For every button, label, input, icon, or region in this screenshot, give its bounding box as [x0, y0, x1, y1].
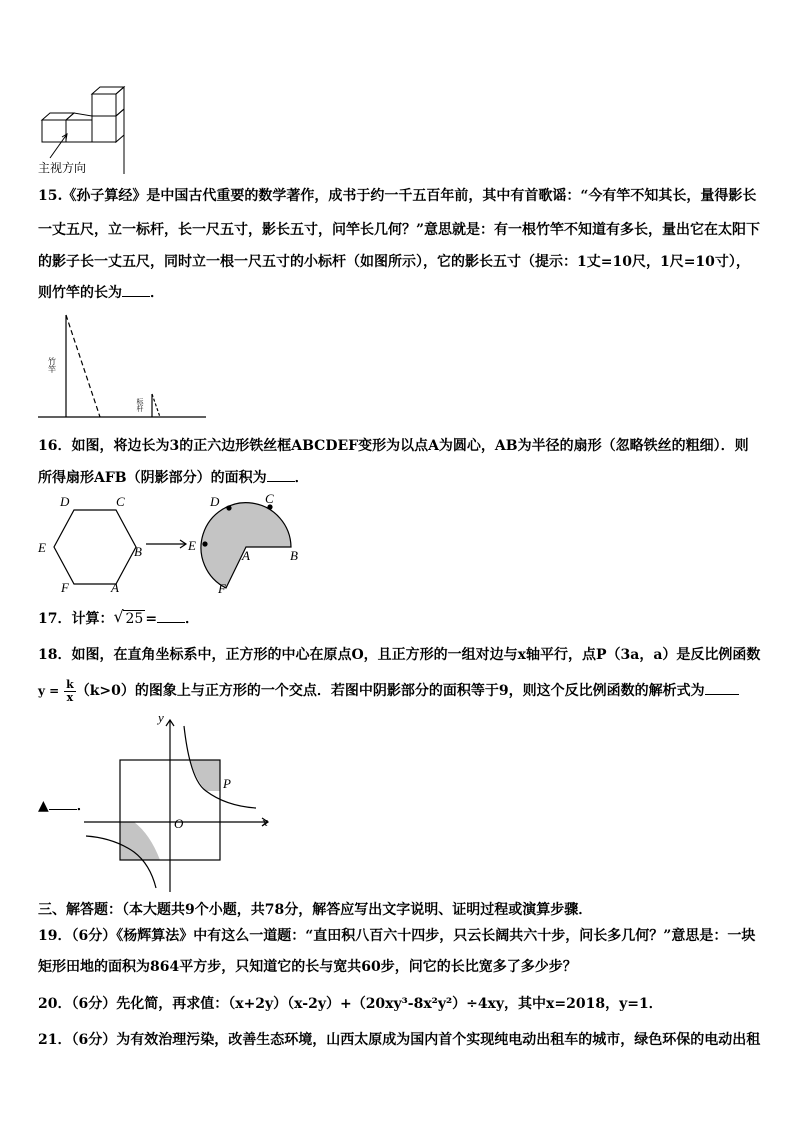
q18-answer-suffix: ．	[76, 798, 91, 814]
answer-marker: ▲	[38, 798, 49, 814]
q19-line2: 矩形田地的面积为864平方步，只知道它的长与宽共60步，问它的长比宽多了多少步？	[38, 959, 577, 975]
sector-label-C: C	[265, 492, 274, 506]
sector-label-B: B	[290, 548, 298, 563]
q17-answer-blank	[157, 610, 185, 623]
hex-label-C: C	[116, 494, 125, 509]
q18-answer-blank	[705, 682, 739, 695]
q16-line2	[38, 469, 763, 487]
sector-shaded	[201, 503, 291, 588]
q18-answer-line	[38, 797, 118, 815]
q17-line	[38, 607, 763, 628]
q15-prefix: 则竹竿的长为	[38, 285, 122, 301]
q15-answer-blank	[122, 284, 150, 297]
origin-label: O	[174, 816, 184, 831]
hex-label-B: B	[134, 544, 142, 559]
axis-label-y: y	[158, 710, 164, 725]
q21-line1: 21．（6分）为有效治理污染，改善生态环境，山西太原成为国内首个实现纯电动出租车的城市，绿色环保的电动出租	[38, 1032, 761, 1048]
bamboo-shadow-figure	[36, 312, 208, 422]
q16-suffix: ．	[294, 470, 309, 486]
q17-suffix: ．	[185, 611, 200, 627]
q17-prefix: 17．计算：	[38, 611, 114, 627]
q15-line3: 的影子长一丈五尺，同时立一根一尺五寸的小标杆（如图所示），它的影长五寸（提示：1丈=10尺，1尺=10寸），	[38, 254, 750, 270]
q15-line2: 一丈五尺，立一标杆，长一尺五寸，影长五寸，问竿长几何？”意思就是：有一根竹竿不知道有多长，量出它在太阳下	[38, 222, 761, 238]
q18-eq-num: k	[66, 677, 74, 691]
sector-label-D: D	[210, 494, 220, 509]
q17-equals: =	[145, 611, 158, 627]
q15-suffix: ．	[150, 285, 164, 301]
hex-label-A: A	[111, 580, 119, 595]
q18-line1: 18．如图，在直角坐标系中，正方形的中心在原点O，且正方形的一组对边与x轴平行，点P（3a，a）是反比例函数	[38, 647, 761, 663]
q18-eq-y: y =	[38, 684, 60, 698]
hexagon	[54, 510, 136, 584]
axis-label-x: x	[262, 814, 268, 829]
cube-view-figure	[36, 84, 128, 176]
sector-label-A: A	[242, 548, 250, 563]
q18-answer-blank-2	[49, 797, 77, 810]
q16-prefix: 所得扇形AFB（阴影部分）的面积为	[38, 470, 267, 486]
hexagon-sector-figure	[34, 492, 302, 596]
q20-line1: 20．（6分）先化简，再求值：（x+2y）（x-2y）+（20xy³-8x²y²）÷4xy，其中x=2018，y=1．	[38, 996, 663, 1012]
q18-eq-den: x	[66, 690, 74, 704]
point-P-label: P	[223, 776, 231, 791]
hex-label-D: D	[60, 494, 70, 509]
sector-label-E: E	[188, 538, 196, 553]
q15-line4	[38, 284, 763, 302]
hex-label-F: F	[61, 580, 69, 595]
view-direction-label: 主视方向	[38, 161, 87, 175]
sqrt-radicand: 25	[125, 611, 144, 627]
q16-line1: 16．如图，将边长为3的正六边形铁丝框ABCDEF变形为以点A为圆心，AB为半径的扇形（忽略铁丝的粗细）．则	[38, 438, 749, 454]
section3-heading: 三、解答题：（本大题共9个小题，共78分，解答应写出文字说明、证明过程或演算步骤．	[38, 902, 593, 918]
sector-label-F: F	[218, 581, 226, 596]
q16-answer-blank	[267, 469, 295, 482]
q18-line2-text: （k>0）的图象上与正方形的一个交点．若图中阴影部分的面积等于9，则这个反比例函数的解析式为	[75, 683, 705, 699]
q19-line1: 19．（6分）《杨辉算法》中有这么一道题：“直田积八百六十四步，只云长阔共六十步，问长多几何？”意思是：一块	[38, 928, 756, 944]
q18-fraction	[64, 679, 76, 704]
stick-label: 标杆	[136, 398, 144, 412]
shaded-region-lower	[120, 822, 160, 860]
q15-line1: 15.《孙子算经》是中国古代重要的数学著作，成书于约一千五百年前，其中有首歌谣：“今有竿不知其长，量得影长	[38, 188, 757, 204]
hex-label-E: E	[38, 540, 46, 555]
sqrt-expression: √ 25	[113, 607, 144, 627]
q18-line2	[38, 677, 763, 705]
pole-label: 竹竿	[47, 357, 57, 373]
